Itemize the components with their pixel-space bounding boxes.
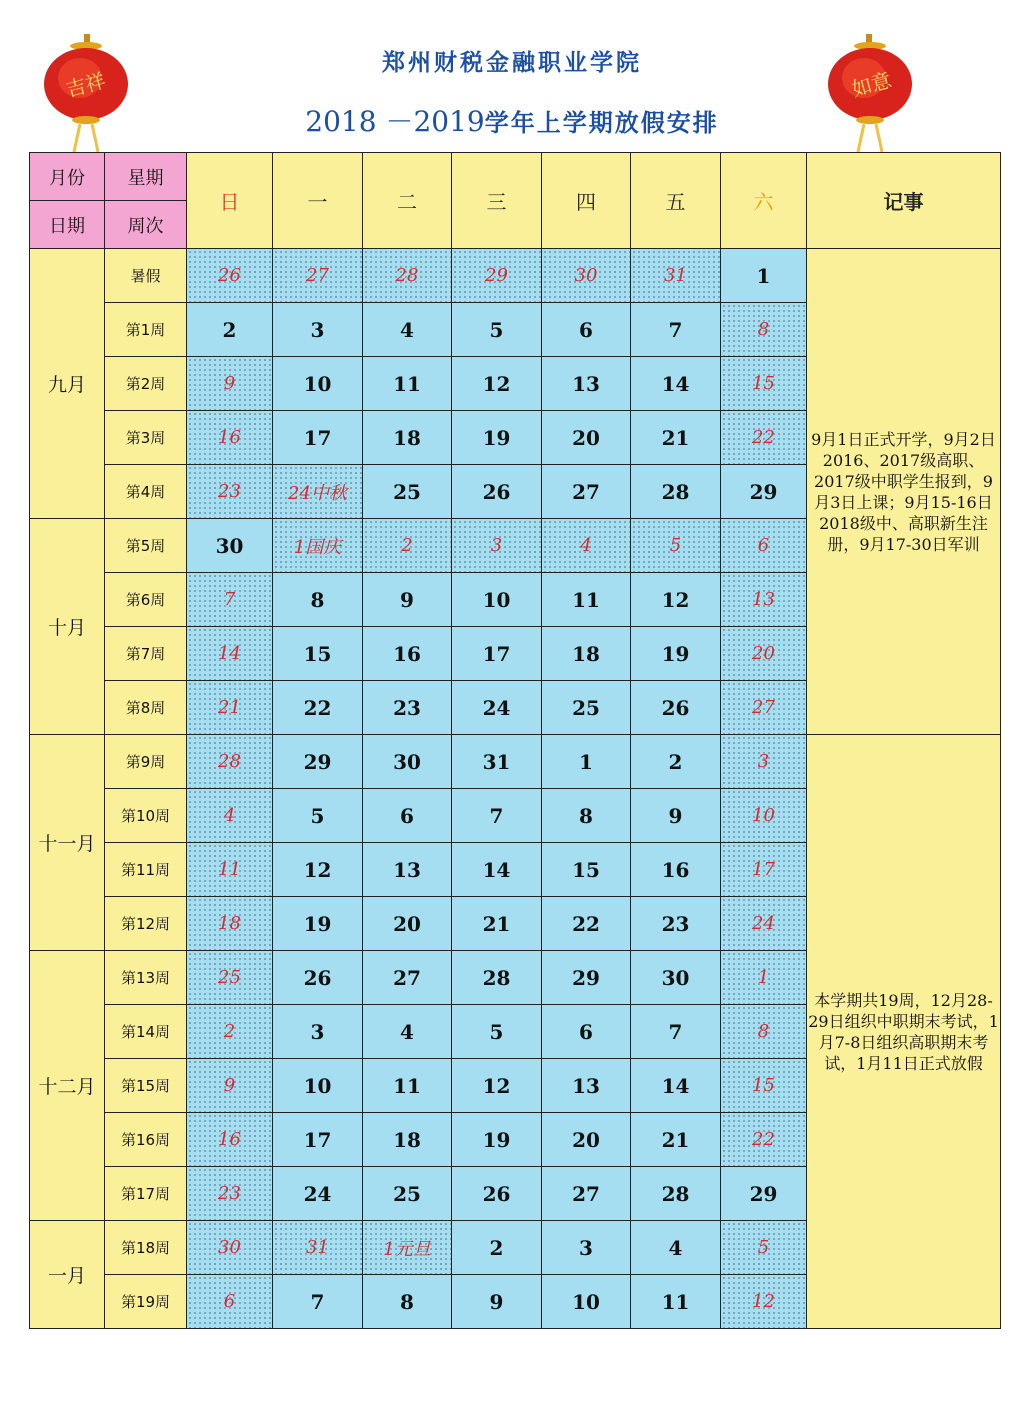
date-cell: 3 — [273, 303, 363, 357]
holiday-date-cell: 14 — [187, 627, 273, 681]
date-cell: 20 — [363, 897, 452, 951]
holiday-date-cell: 15 — [721, 1059, 807, 1113]
date-cell: 7 — [631, 303, 721, 357]
week-label: 暑假 — [105, 249, 187, 303]
date-cell: 29 — [721, 465, 807, 519]
date-cell: 16 — [631, 843, 721, 897]
date-cell: 4 — [631, 1221, 721, 1275]
week-label: 第11周 — [105, 843, 187, 897]
date-cell: 17 — [273, 1113, 363, 1167]
week-label: 第18周 — [105, 1221, 187, 1275]
date-cell: 25 — [363, 465, 452, 519]
date-cell: 21 — [631, 1113, 721, 1167]
holiday-date-cell: 16 — [187, 411, 273, 465]
date-cell: 5 — [452, 1005, 542, 1059]
week-label: 第12周 — [105, 897, 187, 951]
month-cell: 十二月 — [30, 951, 105, 1221]
date-cell: 24 — [452, 681, 542, 735]
date-cell: 18 — [363, 411, 452, 465]
week-label: 第14周 — [105, 1005, 187, 1059]
date-cell: 14 — [631, 357, 721, 411]
svg-text:如意: 如意 — [849, 67, 895, 102]
date-cell: 6 — [542, 1005, 631, 1059]
holiday-date-cell: 2 — [363, 519, 452, 573]
holiday-date-cell: 5 — [721, 1221, 807, 1275]
svg-text:吉祥: 吉祥 — [63, 68, 109, 102]
date-cell: 28 — [452, 951, 542, 1005]
holiday-date-cell: 25 — [187, 951, 273, 1005]
corner-month-label: 月份 — [30, 153, 105, 201]
date-cell: 2 — [187, 303, 273, 357]
holiday-calendar-table — [29, 152, 1001, 1329]
date-cell: 20 — [542, 1113, 631, 1167]
date-cell: 16 — [363, 627, 452, 681]
date-cell: 7 — [452, 789, 542, 843]
holiday-date-cell: 27 — [721, 681, 807, 735]
week-label: 第4周 — [105, 465, 187, 519]
date-cell: 15 — [542, 843, 631, 897]
month-cell: 十月 — [30, 519, 105, 735]
date-cell: 23 — [363, 681, 452, 735]
week-label: 第9周 — [105, 735, 187, 789]
date-cell: 2 — [452, 1221, 542, 1275]
day-header: 日 — [187, 153, 273, 249]
holiday-date-cell: 4 — [542, 519, 631, 573]
date-cell: 13 — [542, 1059, 631, 1113]
holiday-date-cell: 2 — [187, 1005, 273, 1059]
holiday-date-cell: 15 — [721, 357, 807, 411]
date-cell: 9 — [631, 789, 721, 843]
holiday-date-cell: 6 — [721, 519, 807, 573]
date-cell: 12 — [273, 843, 363, 897]
date-cell: 12 — [631, 573, 721, 627]
holiday-date-cell: 12 — [721, 1275, 807, 1329]
date-cell: 12 — [452, 357, 542, 411]
date-cell: 18 — [542, 627, 631, 681]
date-cell: 24 — [273, 1167, 363, 1221]
month-cell: 九月 — [30, 249, 105, 519]
week-label: 第15周 — [105, 1059, 187, 1113]
holiday-date-cell: 1国庆 — [273, 519, 363, 573]
date-cell: 10 — [542, 1275, 631, 1329]
holiday-date-cell: 22 — [721, 411, 807, 465]
holiday-date-cell: 4 — [187, 789, 273, 843]
date-cell: 30 — [363, 735, 452, 789]
holiday-date-cell: 23 — [187, 465, 273, 519]
holiday-date-cell: 20 — [721, 627, 807, 681]
day-header: 五 — [631, 153, 721, 249]
holiday-date-cell: 24中秋 — [273, 465, 363, 519]
holiday-date-cell: 21 — [187, 681, 273, 735]
date-cell: 14 — [452, 843, 542, 897]
holiday-date-cell: 10 — [721, 789, 807, 843]
holiday-date-cell: 30 — [542, 249, 631, 303]
date-cell: 3 — [542, 1221, 631, 1275]
school-name: 郑州财税金融职业学院 — [382, 50, 642, 76]
date-cell: 20 — [542, 411, 631, 465]
week-label: 第5周 — [105, 519, 187, 573]
date-cell: 26 — [273, 951, 363, 1005]
date-cell: 11 — [363, 357, 452, 411]
date-cell: 30 — [631, 951, 721, 1005]
date-cell: 28 — [631, 465, 721, 519]
term-title: 学年上学期放假安排 — [484, 109, 719, 137]
holiday-date-cell: 29 — [452, 249, 542, 303]
day-header: 六 — [721, 153, 807, 249]
holiday-date-cell: 7 — [187, 573, 273, 627]
date-cell: 6 — [542, 303, 631, 357]
date-cell: 29 — [273, 735, 363, 789]
holiday-date-cell: 9 — [187, 357, 273, 411]
date-cell: 28 — [631, 1167, 721, 1221]
date-cell: 19 — [452, 411, 542, 465]
date-cell: 19 — [273, 897, 363, 951]
table-row — [30, 249, 1001, 303]
date-cell: 3 — [273, 1005, 363, 1059]
date-cell: 7 — [631, 1005, 721, 1059]
holiday-date-cell: 27 — [273, 249, 363, 303]
date-cell: 22 — [273, 681, 363, 735]
date-cell: 14 — [631, 1059, 721, 1113]
date-cell: 10 — [273, 357, 363, 411]
holiday-date-cell: 9 — [187, 1059, 273, 1113]
date-cell: 2 — [631, 735, 721, 789]
date-cell: 17 — [452, 627, 542, 681]
holiday-date-cell: 16 — [187, 1113, 273, 1167]
date-cell: 26 — [452, 1167, 542, 1221]
holiday-date-cell: 18 — [187, 897, 273, 951]
corner-weekday-label: 星期 — [105, 153, 187, 201]
date-cell: 17 — [273, 411, 363, 465]
holiday-date-cell: 13 — [721, 573, 807, 627]
holiday-date-cell: 1 — [721, 951, 807, 1005]
date-cell: 19 — [631, 627, 721, 681]
date-cell: 25 — [363, 1167, 452, 1221]
date-cell: 8 — [363, 1275, 452, 1329]
date-cell: 5 — [452, 303, 542, 357]
date-cell: 11 — [363, 1059, 452, 1113]
notes-cell: 本学期共19周，12月28-29日组织中职期末考试，1月7-8日组织高职期末考试，1月11日正式放假 — [807, 735, 1001, 1329]
date-cell: 15 — [273, 627, 363, 681]
week-label: 第3周 — [105, 411, 187, 465]
date-cell: 1 — [721, 249, 807, 303]
date-cell: 4 — [363, 1005, 452, 1059]
date-cell: 6 — [363, 789, 452, 843]
date-cell: 10 — [273, 1059, 363, 1113]
holiday-date-cell: 24 — [721, 897, 807, 951]
week-label: 第2周 — [105, 357, 187, 411]
day-header: 三 — [452, 153, 542, 249]
holiday-date-cell: 8 — [721, 303, 807, 357]
date-cell: 26 — [631, 681, 721, 735]
holiday-date-cell: 31 — [273, 1221, 363, 1275]
date-cell: 11 — [542, 573, 631, 627]
calendar-body — [30, 249, 1001, 1329]
date-cell: 21 — [631, 411, 721, 465]
holiday-date-cell: 28 — [363, 249, 452, 303]
page-title — [0, 100, 1024, 140]
holiday-date-cell: 28 — [187, 735, 273, 789]
holiday-date-cell: 3 — [721, 735, 807, 789]
day-header: 一 — [273, 153, 363, 249]
day-header: 四 — [542, 153, 631, 249]
date-cell: 5 — [273, 789, 363, 843]
page-header — [0, 0, 1024, 152]
corner-week-label: 周次 — [105, 201, 187, 249]
date-cell: 18 — [363, 1113, 452, 1167]
notes-cell: 9月1日正式开学，9月2日2016、2017级高职、2017级中职学生报到，9月3日上课；9月15-16日2018级中、高职新生注册，9月17-30日军训 — [807, 249, 1001, 735]
date-cell: 4 — [363, 303, 452, 357]
date-cell: 27 — [363, 951, 452, 1005]
date-cell: 21 — [452, 897, 542, 951]
date-cell: 19 — [452, 1113, 542, 1167]
week-label: 第19周 — [105, 1275, 187, 1329]
term-years: 2018 －2019 — [305, 105, 485, 138]
week-label: 第6周 — [105, 573, 187, 627]
notes-header: 记事 — [807, 153, 1001, 249]
date-cell: 1 — [542, 735, 631, 789]
holiday-date-cell: 1元旦 — [363, 1221, 452, 1275]
date-cell: 31 — [452, 735, 542, 789]
date-cell: 9 — [452, 1275, 542, 1329]
month-cell: 十一月 — [30, 735, 105, 951]
date-cell: 13 — [363, 843, 452, 897]
date-cell: 26 — [452, 465, 542, 519]
week-label: 第13周 — [105, 951, 187, 1005]
date-cell: 27 — [542, 465, 631, 519]
date-cell: 10 — [452, 573, 542, 627]
date-cell: 25 — [542, 681, 631, 735]
week-label: 第16周 — [105, 1113, 187, 1167]
date-cell: 9 — [363, 573, 452, 627]
table-row — [30, 735, 1001, 789]
holiday-date-cell: 17 — [721, 843, 807, 897]
date-cell: 7 — [273, 1275, 363, 1329]
month-cell: 一月 — [30, 1221, 105, 1329]
holiday-date-cell: 23 — [187, 1167, 273, 1221]
date-cell: 29 — [721, 1167, 807, 1221]
week-label: 第17周 — [105, 1167, 187, 1221]
date-cell: 23 — [631, 897, 721, 951]
holiday-date-cell: 5 — [631, 519, 721, 573]
holiday-date-cell: 30 — [187, 1221, 273, 1275]
day-header: 二 — [363, 153, 452, 249]
week-label: 第7周 — [105, 627, 187, 681]
date-cell: 27 — [542, 1167, 631, 1221]
holiday-date-cell: 8 — [721, 1005, 807, 1059]
date-cell: 29 — [542, 951, 631, 1005]
corner-date-label: 日期 — [30, 201, 105, 249]
holiday-date-cell: 22 — [721, 1113, 807, 1167]
date-cell: 12 — [452, 1059, 542, 1113]
date-cell: 11 — [631, 1275, 721, 1329]
date-cell: 22 — [542, 897, 631, 951]
date-cell: 30 — [187, 519, 273, 573]
holiday-date-cell: 31 — [631, 249, 721, 303]
week-label: 第10周 — [105, 789, 187, 843]
holiday-date-cell: 3 — [452, 519, 542, 573]
holiday-date-cell: 11 — [187, 843, 273, 897]
date-cell: 13 — [542, 357, 631, 411]
holiday-date-cell: 6 — [187, 1275, 273, 1329]
week-label: 第1周 — [105, 303, 187, 357]
date-cell: 8 — [542, 789, 631, 843]
date-cell: 8 — [273, 573, 363, 627]
week-label: 第8周 — [105, 681, 187, 735]
holiday-date-cell: 26 — [187, 249, 273, 303]
